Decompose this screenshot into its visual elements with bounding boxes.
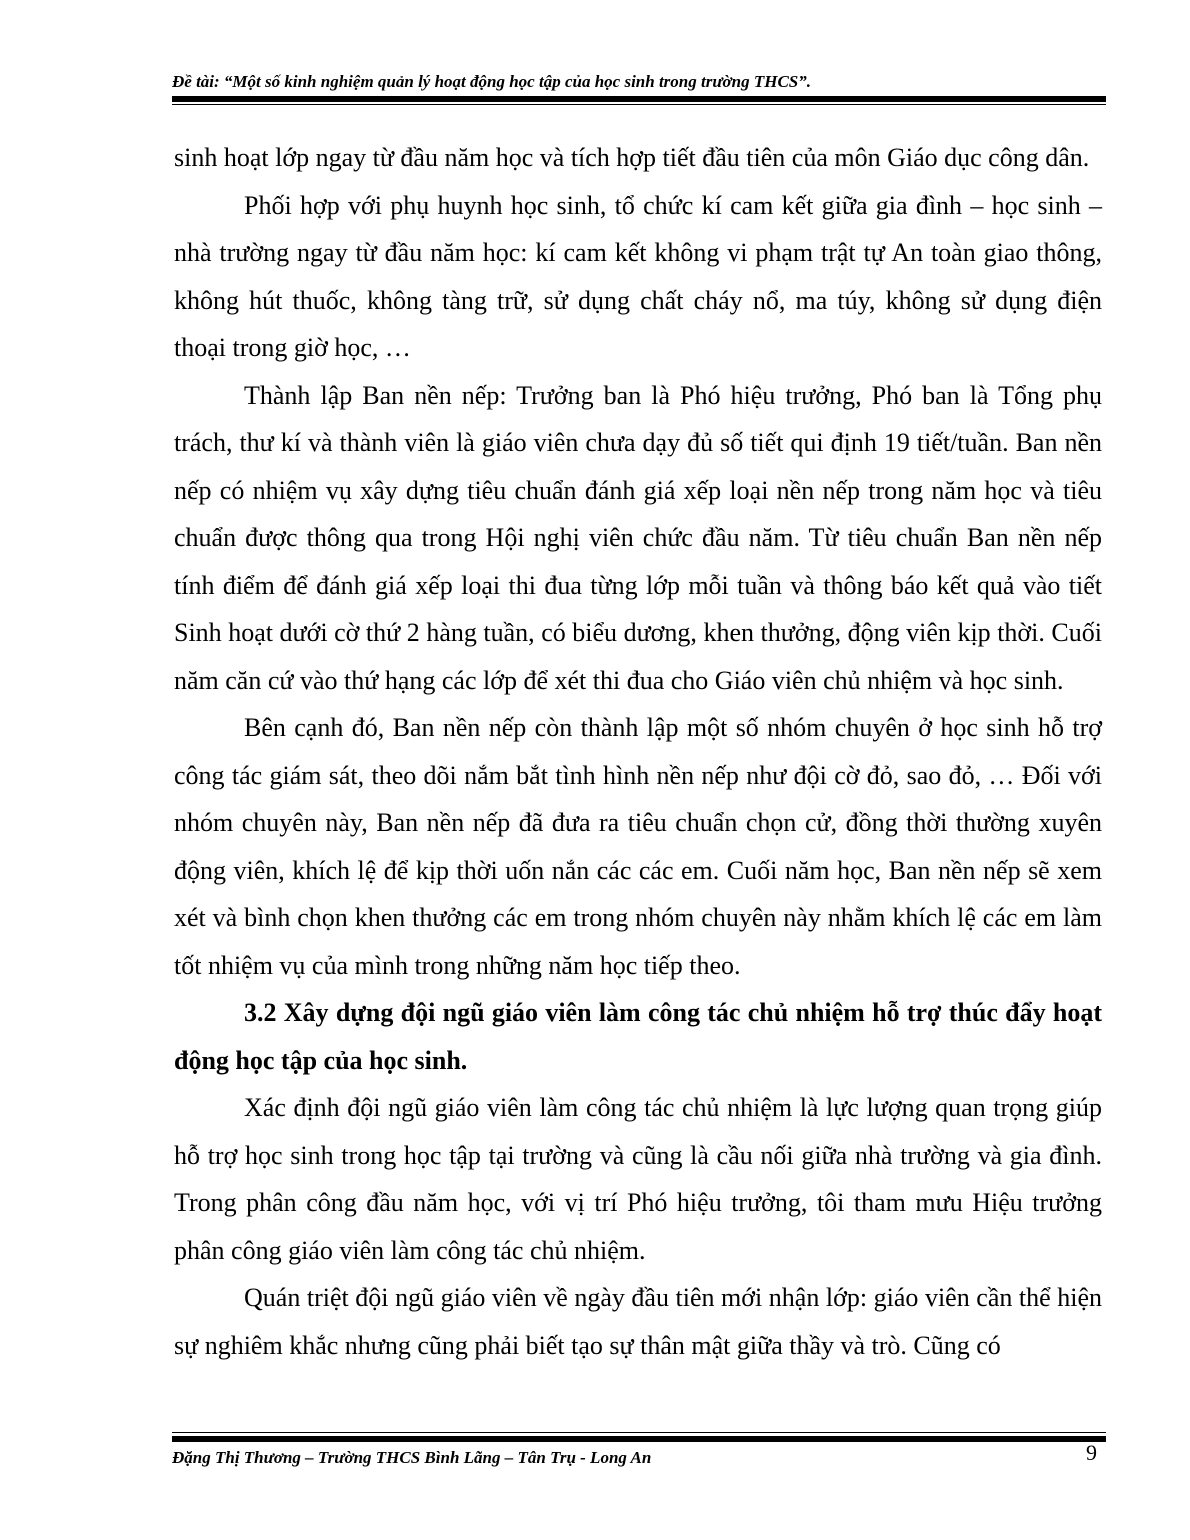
paragraph-homeroom-teachers: Xác định đội ngũ giáo viên làm công tác chủ nhiệm là lực lượng quan trọng giúp hỗ trợ học sinh trong học tập tại trường và cũng là cầu nối giữa nhà trường và gia đình. Trong phân công đầu năm học, với vị trí Phó hiệu trưởng, tôi tham mưu Hiệu trưởng phân công giáo viên làm công tác chủ nhiệm.: [174, 1093, 1102, 1265]
header-title: Đề tài: “Một số kinh nghiệm quản lý hoạt động học tập của học sinh trong trường THCS”.: [172, 72, 811, 91]
section-heading-3-2: 3.2 Xây dựng đội ngũ giáo viên làm công tác chủ nhiệm hỗ trợ thúc đẩy hoạt động học tập của học sinh.: [174, 998, 1102, 1075]
header-rule-thin: [172, 104, 1106, 105]
paragraph-discipline-board: Thành lập Ban nền nếp: Trưởng ban là Phó hiệu trưởng, Phó ban là Tổng phụ trách, thư kí và thành viên là giáo viên chưa dạy đủ số tiết qui định 19 tiết/tuần. Ban nền nếp có nhiệm vụ xây dựng tiêu chuẩn đánh giá xếp loại nền nếp trong năm học và tiêu chuẩn được thông qua trong Hội nghị viên chức đầu năm. Từ tiêu chuẩn Ban nền nếp tính điểm để đánh giá xếp loại thi đua từng lớp mỗi tuần và thông báo kết quả vào tiết Sinh hoạt dưới cờ thứ 2 hàng tuần, có biểu dương, khen thưởng, động viên kịp thời. Cuối năm căn cứ vào thứ hạng các lớp để xét thi đua cho Giáo viên chủ nhiệm và học sinh.: [174, 380, 1102, 695]
paragraph-parent-commitment: Phối hợp với phụ huynh học sinh, tổ chức kí cam kết giữa gia đình – học sinh – nhà trường ngay từ đầu năm học: kí cam kết không vi phạm trật tự An toàn giao thông, không hút thuốc, không tàng trữ, sử dụng chất cháy nổ, ma túy, không sử dụng điện thoại trong giờ học, …: [174, 190, 1102, 362]
footer-rule-thin: [172, 1432, 1106, 1433]
footer-rule-thick: [172, 1436, 1106, 1442]
paragraph-student-groups: Bên cạnh đó, Ban nền nếp còn thành lập một số nhóm chuyên ở học sinh hỗ trợ công tác giám sát, theo dõi nắm bắt tình hình nền nếp như đội cờ đỏ, sao đỏ, … Đối với nhóm chuyên này, Ban nền nếp đã đưa ra tiêu chuẩn chọn cử, đồng thời thường xuyên động viên, khích lệ để kịp thời uốn nắn các các em. Cuối năm học, Ban nền nếp sẽ xem xét và bình chọn khen thưởng các em trong nhóm chuyên này nhằm khích lệ các em làm tốt nhiệm vụ của mình trong những năm học tiếp theo.: [174, 713, 1102, 980]
header-rule-thick: [172, 96, 1106, 102]
paragraph-first-day: Quán triệt đội ngũ giáo viên về ngày đầu tiên mới nhận lớp: giáo viên cần thể hiện sự nghiêm khắc nhưng cũng phải biết tạo sự thân mật giữa thầy và trò. Cũng có: [174, 1283, 1102, 1360]
paragraph-continuation: sinh hoạt lớp ngay từ đầu năm học và tích hợp tiết đầu tiên của môn Giáo dục công dân.: [174, 143, 1090, 172]
page-number: 9: [1086, 1440, 1097, 1465]
document-body: [174, 134, 1102, 1369]
footer-author: Đặng Thị Thương – Trường THCS Bình Lãng – Tân Trụ - Long An: [172, 1448, 652, 1467]
